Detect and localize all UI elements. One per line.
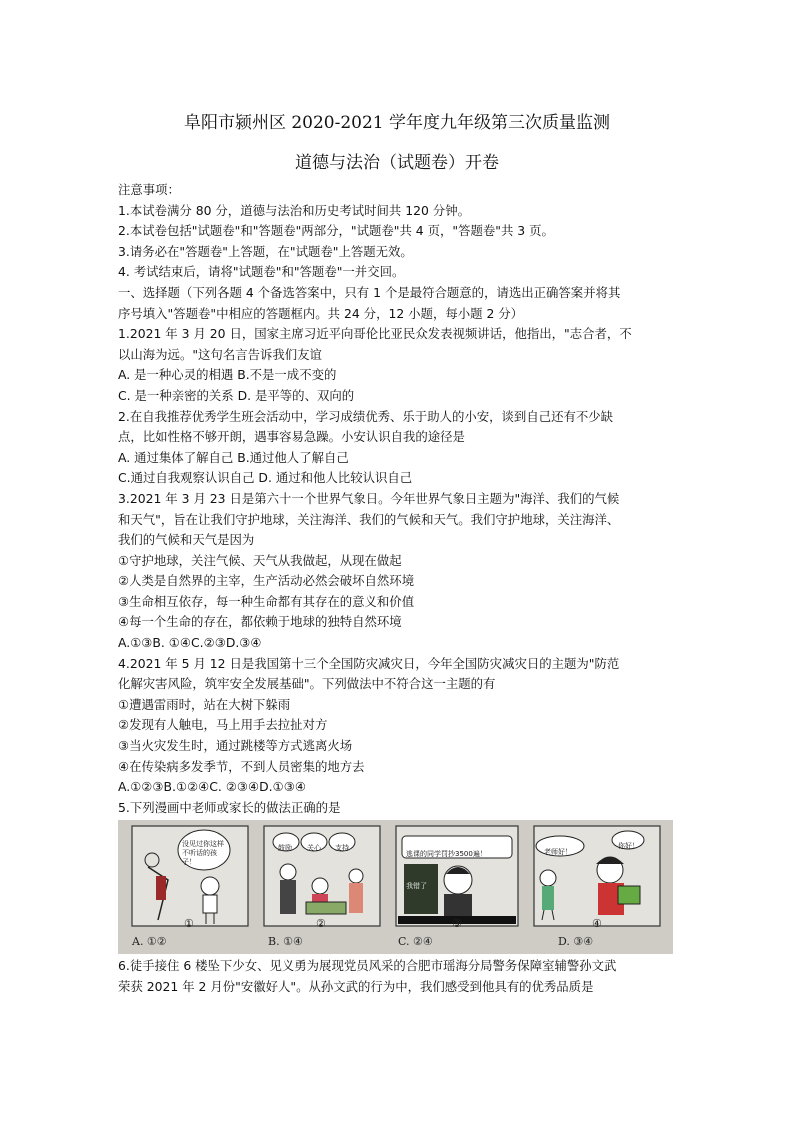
question-4-stem: 化解灾害风险，筑牢安全发展基础"。下列做法中不符合这一主题的有	[118, 676, 496, 692]
question-1-stem: 1.2021 年 3 月 20 日，国家主席习近平向哥伦比亚民众发表视频讲话，他指出，"志合者，不	[118, 326, 632, 342]
bubble-text-support: 支持	[335, 844, 349, 853]
question-2-stem: 点，比如性格不够开朗，遇事容易急躁。小安认识自我的途径是	[118, 429, 465, 445]
exam-title: 阜阳市颍州区 2020-2021 学年度九年级第三次质量监测	[183, 113, 611, 133]
question-1-options: A. 是一种心灵的相遇 B.不是一成不变的	[118, 367, 337, 383]
question-3-item: ①守护地球，关注气候、天气从我做起，从现在做起	[118, 552, 402, 568]
question-3-options: A.①③B. ①④C.②③D.③④	[118, 635, 262, 651]
question-3-stem: 和天气"，旨在让我们守护地球，关注海洋、我们的气候和天气。我们守护地球，关注海洋、	[118, 511, 620, 527]
question-4-item: ④在传染病多发季节，不到人员密集的地方去	[118, 758, 365, 774]
question-2-options: A. 通过集体了解自己 B.通过他人了解自己	[118, 449, 349, 465]
question-4-options: A.①②③B.①②④C. ②③④D.①③④	[118, 779, 306, 795]
question-1-stem: 以山海为远。"这句名言告诉我们友谊	[118, 346, 322, 362]
bubble-text-panel-3: 逃课的同学罚抄3500遍！	[406, 850, 487, 859]
notice-item: 3.请务必在"答题卷"上答题，在"试题卷"上答题无效。	[118, 243, 413, 259]
question-6-stem: 6.徒手接住 6 楼坠下少女、见义勇为展现党员风采的合肥市瑶海分局警务保障室辅警孙文武	[118, 958, 617, 974]
question-4-item: ②发现有人触电，马上用手去拉扯对方	[118, 717, 328, 733]
bubble-text-encourage: 鼓励	[278, 844, 292, 853]
notice-heading: 注意事项：	[118, 182, 180, 197]
question-3-stem: 我们的气候和天气是因为	[118, 532, 255, 548]
bubble-text-panel-1: 没见过你这样不听话的孩子！	[182, 840, 224, 867]
question-4-item: ①遭遇雷雨时，站在大树下躲雨	[118, 696, 291, 712]
notice-item: 1.本试卷满分 80 分，道德与法治和历史考试时间共 120 分钟。	[118, 202, 470, 218]
bubble-text-care: 关心	[307, 844, 321, 853]
bubble-text-student: 老师好！	[544, 848, 572, 857]
question-3-item: ④每一个生命的存在，都依赖于地球的独特自然环境	[118, 614, 402, 630]
notice-item: 2.本试卷包括"试题卷"和"答题卷"两部分，"试题卷"共 4 页，"答题卷"共 3 页。	[118, 223, 554, 239]
question-6-stem: 荣获 2021 年 2 月份"安徽好人"。从孙文武的行为中，我们感受到他具有的优秀品质是	[118, 979, 594, 994]
question-1-options: C. 是一种亲密的关系 D. 是平等的、双向的	[118, 387, 355, 403]
panel-number-3: ③	[452, 917, 462, 931]
panel-number-2: ②	[316, 917, 326, 931]
question-5-stem: 5.下列漫画中老师或家长的做法正确的是	[118, 799, 341, 815]
question-2-options: C.通过自我观察认识自己 D. 通过和他人比较认识自己	[118, 470, 413, 486]
bubble-text-teacher: 你好！	[618, 842, 639, 851]
panel-number-4: ④	[592, 917, 602, 931]
question-4-item: ③当火灾发生时，通过跳楼等方式逃离火场	[118, 738, 353, 754]
question-2-stem: 2.在自我推荐优秀学生班会活动中，学习成绩优秀、乐于助人的小安，谈到自己还有不少缺	[118, 408, 614, 424]
comic-option-b: B. ①④	[268, 935, 303, 949]
comic-option-d: D. ③④	[558, 935, 594, 949]
notice-item: 4. 考试结束后，请将"试题卷"和"答题卷"一并交回。	[118, 264, 405, 280]
question-3-item: ③生命相互依存，每一种生命都有其存在的意义和价值	[118, 593, 415, 609]
comic-option-c: C. ②④	[398, 935, 433, 949]
section-heading: 一、选择题（下列各题 4 个备选答案中，只有 1 个是最符合题意的，请选出正确答案并将其	[118, 284, 621, 300]
exam-body	[118, 180, 678, 998]
panel-number-1: ①	[184, 917, 194, 931]
exam-subtitle: 道德与法治（试题卷）开卷	[295, 153, 499, 173]
question-4-stem: 4.2021 年 5 月 12 日是我国第十三个全国防灾减灾日，今年全国防灾减灾日的主题为"防范	[118, 655, 620, 671]
question-3-stem: 3.2021 年 3 月 23 日是第六十一个世界气象日。今年世界气象日主题为"海洋、我们的气候	[118, 490, 620, 506]
question-3-item: ②人类是自然界的主宰，生产活动必然会破坏自然环境	[118, 573, 415, 589]
board-text: 我错了	[406, 882, 427, 891]
section-heading: 序号填入"答题卷"中相应的答题框内。共 24 分，12 小题，每小题 2 分）	[118, 305, 524, 321]
comic-option-a: A. ①②	[132, 935, 167, 949]
comic-strip	[118, 820, 673, 954]
